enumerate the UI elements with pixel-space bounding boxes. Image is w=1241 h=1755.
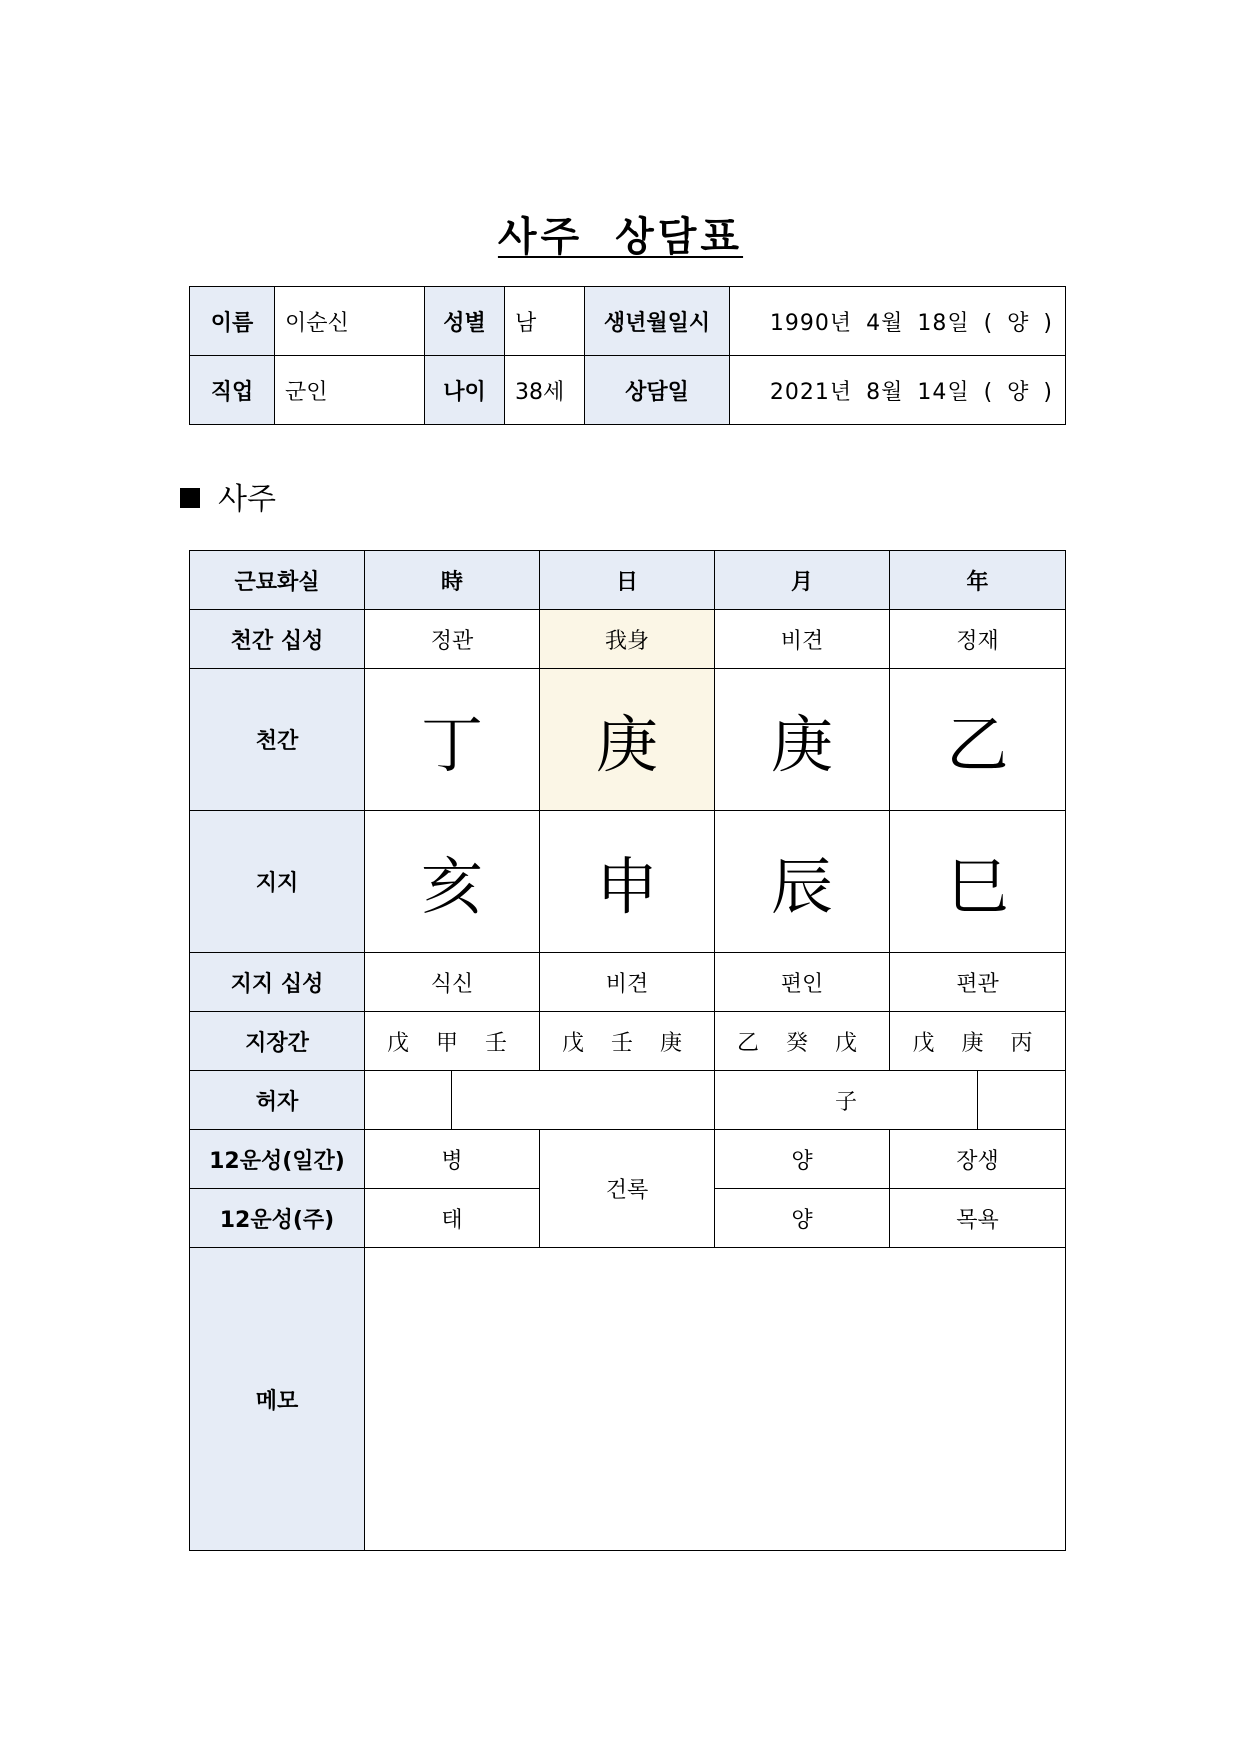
- birth-field[interactable]: 1990년 4월 18일 ( 양 ): [730, 287, 1066, 356]
- jijanggan-label: 지장간: [190, 1012, 365, 1071]
- section-heading: 사주: [180, 474, 276, 518]
- unseong-ilgan-year[interactable]: 장생: [890, 1130, 1066, 1189]
- cheongan-month[interactable]: 庚: [715, 669, 890, 811]
- jijanggan-hour[interactable]: 戊 甲 壬: [365, 1012, 540, 1071]
- jiji-sipseong-label: 지지 십성: [190, 953, 365, 1012]
- heoja-cell-4[interactable]: [978, 1071, 1066, 1130]
- jiji-day[interactable]: 申: [540, 811, 715, 953]
- jiji-label: 지지: [190, 811, 365, 953]
- jiji-hour[interactable]: 亥: [365, 811, 540, 953]
- memo-field[interactable]: [365, 1248, 1066, 1551]
- saju-table: [189, 550, 1066, 1551]
- unseong-ilgan-month[interactable]: 양: [715, 1130, 890, 1189]
- name-label: 이름: [190, 287, 275, 356]
- heoja-cell-1[interactable]: [365, 1071, 452, 1130]
- jiji-sipseong-hour[interactable]: 식신: [365, 953, 540, 1012]
- gender-field[interactable]: 남: [505, 287, 585, 356]
- cheongan-hour[interactable]: 丁: [365, 669, 540, 811]
- job-field[interactable]: 군인: [275, 356, 425, 425]
- unseong-ilgan-hour[interactable]: 병: [365, 1130, 540, 1189]
- cheongan-sipseong-year[interactable]: 정재: [890, 610, 1066, 669]
- unseong-ju-year[interactable]: 목욕: [890, 1189, 1066, 1248]
- consult-date-field[interactable]: 2021년 8월 14일 ( 양 ): [730, 356, 1066, 425]
- square-bullet-icon: [180, 488, 200, 508]
- cheongan-sipseong-month[interactable]: 비견: [715, 610, 890, 669]
- heoja-cell-3[interactable]: 子: [715, 1071, 978, 1130]
- jijanggan-month[interactable]: 乙 癸 戊: [715, 1012, 890, 1071]
- consult-date-label: 상담일: [585, 356, 730, 425]
- unseong-day-merged[interactable]: 건록: [540, 1130, 715, 1248]
- gender-label: 성별: [425, 287, 505, 356]
- jiji-sipseong-year[interactable]: 편관: [890, 953, 1066, 1012]
- unseong-ilgan-label: 12운성(일간): [190, 1130, 365, 1189]
- jiji-sipseong-month[interactable]: 편인: [715, 953, 890, 1012]
- cheongan-sipseong-day[interactable]: 我身: [540, 610, 715, 669]
- heoja-label: 허자: [190, 1071, 365, 1130]
- heoja-cell-2[interactable]: [452, 1071, 715, 1130]
- cheongan-sipseong-label: 천간 십성: [190, 610, 365, 669]
- page-title: 사주 상담표: [497, 214, 744, 260]
- header-day: 日: [540, 551, 715, 610]
- cheongan-year[interactable]: 乙: [890, 669, 1066, 811]
- header-month: 月: [715, 551, 890, 610]
- header-hour: 時: [365, 551, 540, 610]
- header-year: 年: [890, 551, 1066, 610]
- client-info-table: [189, 286, 1066, 425]
- jiji-month[interactable]: 辰: [715, 811, 890, 953]
- header-label: 근묘화실: [190, 551, 365, 610]
- birth-label: 생년월일시: [585, 287, 730, 356]
- memo-label: 메모: [190, 1248, 365, 1551]
- age-field[interactable]: 38세: [505, 356, 585, 425]
- jijanggan-year[interactable]: 戊 庚 丙: [890, 1012, 1066, 1071]
- cheongan-day[interactable]: 庚: [540, 669, 715, 811]
- unseong-ju-hour[interactable]: 태: [365, 1189, 540, 1248]
- cheongan-label: 천간: [190, 669, 365, 811]
- jiji-sipseong-day[interactable]: 비견: [540, 953, 715, 1012]
- unseong-ju-month[interactable]: 양: [715, 1189, 890, 1248]
- name-field[interactable]: 이순신: [275, 287, 425, 356]
- age-label: 나이: [425, 356, 505, 425]
- cheongan-sipseong-hour[interactable]: 정관: [365, 610, 540, 669]
- unseong-ju-label: 12운성(주): [190, 1189, 365, 1248]
- jijanggan-day[interactable]: 戊 壬 庚: [540, 1012, 715, 1071]
- job-label: 직업: [190, 356, 275, 425]
- jiji-year[interactable]: 巳: [890, 811, 1066, 953]
